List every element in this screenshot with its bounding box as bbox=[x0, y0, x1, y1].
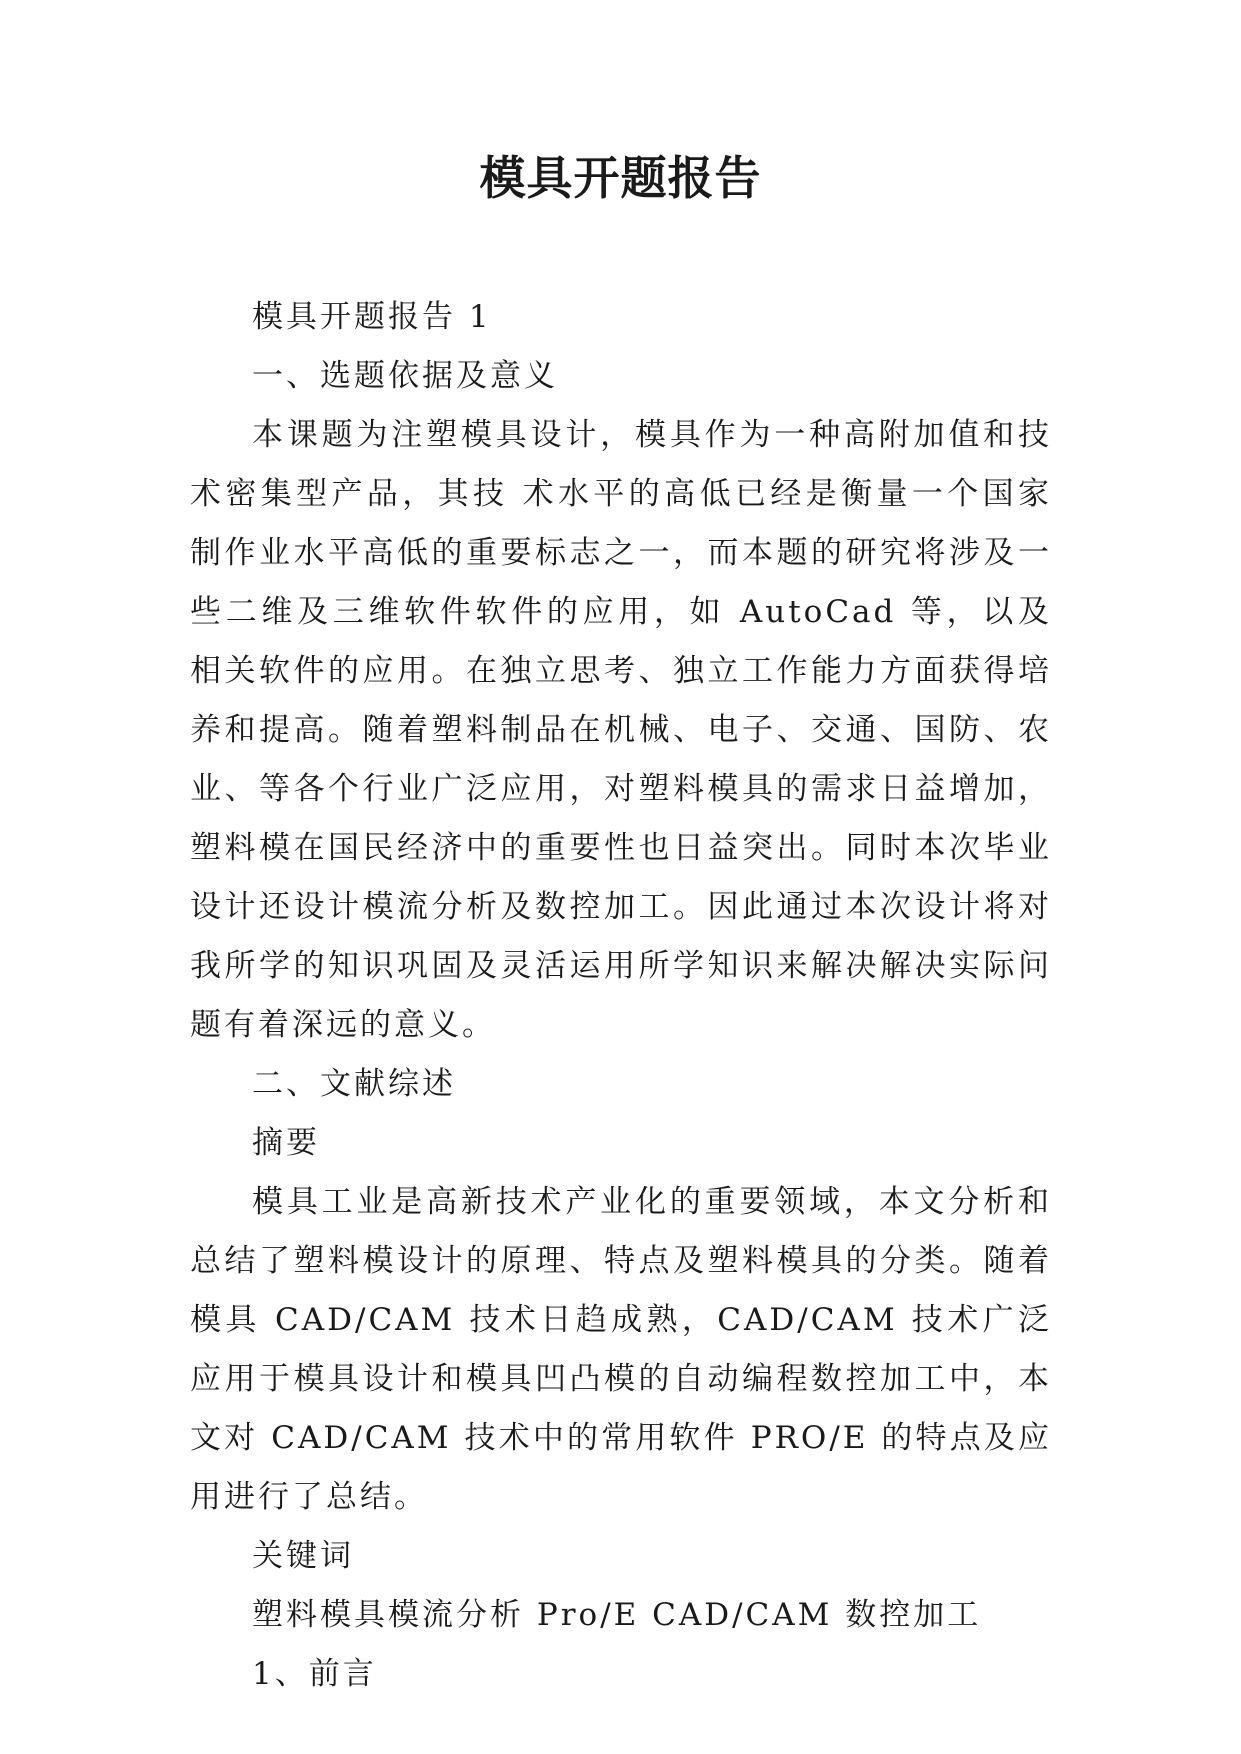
section-heading: 摘要 bbox=[252, 1125, 320, 1161]
keywords-line: 塑料模具模流分析 Pro/E CAD/CAM 数控加工 bbox=[252, 1597, 982, 1633]
section-heading: 模具开题报告 1 bbox=[252, 299, 492, 335]
body-paragraph: 本课题为注塑模具设计，模具作为一种高附加值和技术密集型产品，其技 术水平的高低已经是衡量一个国家制作业水平高低的重要标志之一，而本题的研究将涉及一些二维及三维软件软件的应用，如 AutoCad 等，以及相关软件的应用。在独立思考、独立工作能力方面获得培养和提高。随着塑料制品在机械、电子、交通、国防、农业、等各个行业广泛应用，对塑料模具的需求日益增加，塑料模在国民经济中的重要性也日益突出。同时本次毕业设计还设计模流分析及数控加工。因此通过本次设计将对我所学的知识巩固及灵活运用所学知识来解决解决实际问题有着深远的意义。 bbox=[190, 417, 1052, 1043]
section-heading: 二、文献综述 bbox=[252, 1066, 456, 1102]
body-paragraph: 模具工业是高新技术产业化的重要领域，本文分析和总结了塑料模设计的原理、特点及塑料模具的分类。随着模具 CAD/CAM 技术日趋成熟，CAD/CAM 技术广泛应用于模具设计和模具凹凸模的自动编程数控加工中，本文对 CAD/CAM 技术中的常用软件 PRO/E 的特点及应用进行了总结。 bbox=[190, 1184, 1052, 1515]
section-heading: 1、前言 bbox=[252, 1656, 377, 1692]
document-title: 模具开题报告 bbox=[479, 151, 762, 205]
section-heading: 一、选题依据及意义 bbox=[252, 358, 558, 394]
document-body bbox=[190, 288, 1052, 1704]
section-heading: 关键词 bbox=[252, 1538, 354, 1574]
